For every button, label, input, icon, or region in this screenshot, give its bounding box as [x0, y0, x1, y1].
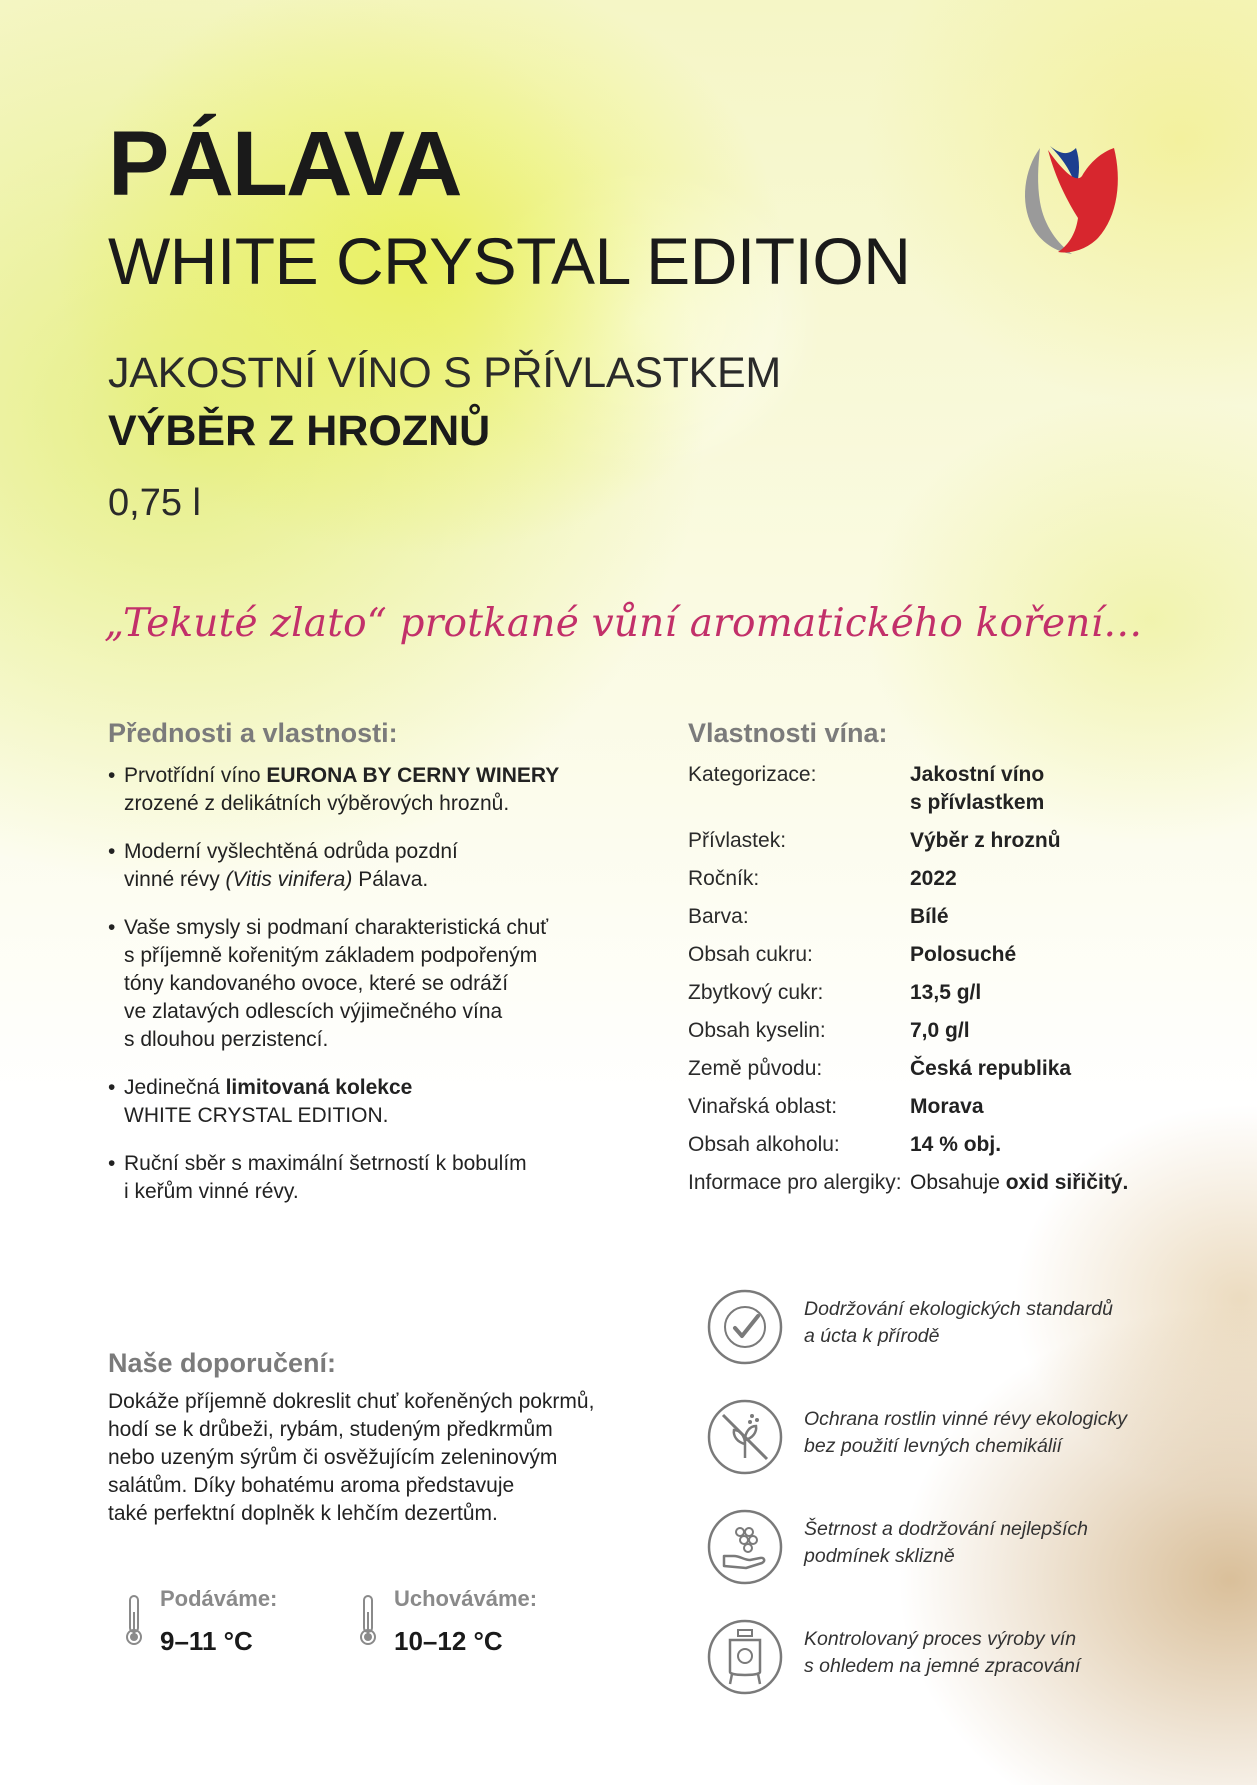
grapes-hand-icon	[706, 1508, 784, 1586]
property-key: Zbytkový cukr:	[688, 981, 824, 1004]
property-value: Bílé	[910, 905, 949, 928]
feature-text: Prvotřídní víno	[124, 764, 267, 787]
properties-heading: Vlastnosti vína:	[688, 718, 888, 748]
feature-text: limitovaná kolekce	[225, 1076, 413, 1099]
feature-item	[108, 1150, 668, 1206]
property-key: Informace pro alergiky:	[688, 1171, 902, 1194]
property-value: Morava	[910, 1095, 984, 1118]
property-value: Výběr z hroznů	[910, 829, 1061, 852]
logo-red-shape	[1048, 148, 1118, 252]
feature-item	[108, 914, 668, 1054]
recommendation-text: Dokáže příjemně dokreslit chuť kořeněných pokrmů, hodí se k drůbeži, rybám, studeným předkrmům nebo uzeným sýrům či osvěžujícím zeleninovým salátům. Díky bohatému aroma představuje také perfektní doplněk k lehčím dezertům.	[108, 1390, 595, 1525]
property-row	[688, 761, 1128, 827]
wine-tank-icon	[706, 1618, 784, 1696]
property-value: 7,0 g/l	[910, 1019, 970, 1042]
features-list	[108, 762, 668, 1226]
feature-text: WHITE CRYSTAL EDITION.	[124, 1104, 389, 1127]
edition-title: WHITE CRYSTAL EDITION	[108, 224, 911, 298]
allergen-value: oxid siřičitý.	[1005, 1171, 1129, 1194]
property-key: Obsah cukru:	[688, 943, 813, 966]
eco-item	[706, 1288, 1186, 1372]
property-value: 14 % obj.	[910, 1133, 1002, 1156]
features-heading: Přednosti a vlastnosti:	[108, 718, 398, 748]
storage-temperature-label: Uchováváme:	[394, 1586, 538, 1611]
property-value: Česká republika	[910, 1057, 1072, 1080]
property-row	[688, 1017, 1128, 1055]
no-chemicals-plant-icon	[706, 1398, 784, 1476]
property-key: Ročník:	[688, 867, 760, 890]
property-key: Země původu:	[688, 1057, 823, 1080]
property-key: Obsah alkoholu:	[688, 1133, 840, 1156]
serving-temperature-label: Podáváme:	[160, 1586, 278, 1611]
check-leaf-icon	[706, 1288, 784, 1366]
feature-item	[108, 838, 668, 894]
eco-text: Kontrolovaný proces výroby vín s ohledem na jemné zpracování	[804, 1628, 1081, 1677]
property-row	[688, 903, 1128, 941]
product-title: PÁLAVA	[108, 113, 461, 215]
feature-text: (Vitis vinifera)	[225, 868, 353, 891]
property-key: Obsah kyselin:	[688, 1019, 826, 1042]
eco-item	[706, 1508, 1186, 1592]
feature-text: zrozené z delikátních výběrových hroznů.	[124, 792, 510, 815]
property-value: Jakostní víno s přívlastkem	[910, 763, 1045, 814]
tagline: „Tekuté zlato“ protkané vůní aromatického koření…	[104, 601, 1143, 646]
eco-item	[706, 1618, 1186, 1702]
property-value: 13,5 g/l	[910, 981, 982, 1004]
recommendation-heading: Naše doporučení:	[108, 1348, 337, 1378]
eco-text: Šetrnost a dodržování nejlepších podmínek sklizně	[804, 1518, 1089, 1567]
feature-text: EURONA BY CERNY WINERY	[266, 764, 560, 787]
eco-text: Ochrana rostlin vinné révy ekologicky bez použití levných chemikálií	[804, 1408, 1127, 1457]
property-key: Kategorizace:	[688, 763, 817, 786]
property-value: Polosuché	[910, 943, 1017, 966]
property-row	[688, 1055, 1128, 1093]
property-row	[688, 941, 1128, 979]
feature-text: Moderní vyšlechtěná odrůda pozdní vinné révy	[124, 840, 458, 891]
quality-label: JAKOSTNÍ VÍNO S PŘÍVLASTKEM	[108, 349, 781, 397]
storage-temperature-value: 10–12 °C	[394, 1626, 503, 1656]
serving-temperature-value: 9–11 °C	[160, 1626, 253, 1656]
property-row	[688, 827, 1128, 865]
property-row	[688, 865, 1128, 903]
thermometer-icon	[124, 1594, 144, 1646]
thermometer-icon	[358, 1594, 378, 1646]
property-row	[688, 1131, 1128, 1169]
feature-text: Vaše smysly si podmaní charakteristická chuť s příjemně kořenitým základem podpořeným tóny kandovaného ovoce, které se odráží ve zlatavých odlescích výjimečného vína s dlouhou perzistencí.	[124, 916, 549, 1051]
feature-item	[108, 1074, 668, 1130]
property-value: 2022	[910, 867, 957, 890]
feature-text: Pálava.	[352, 868, 429, 891]
property-key: Barva:	[688, 905, 749, 928]
czech-tulip-logo-icon	[1018, 140, 1128, 260]
feature-item	[108, 762, 668, 818]
property-row	[688, 979, 1128, 1017]
properties-table	[688, 761, 1128, 1207]
property-key: Přívlastek:	[688, 829, 787, 852]
selection-label: VÝBĚR Z HROZNŮ	[108, 407, 491, 455]
property-row	[688, 1093, 1128, 1131]
volume-label: 0,75 l	[108, 482, 201, 524]
property-key: Vinařská oblast:	[688, 1095, 838, 1118]
property-row-allergen	[688, 1169, 1128, 1207]
feature-text: Jedinečná	[124, 1076, 226, 1099]
feature-text: Ruční sběr s maximální šetrností k bobulím i keřům vinné révy.	[124, 1152, 527, 1203]
allergen-prefix: Obsahuje	[910, 1171, 1006, 1194]
eco-text: Dodržování ekologických standardů a úcta k přírodě	[804, 1298, 1113, 1347]
eco-item	[706, 1398, 1186, 1482]
